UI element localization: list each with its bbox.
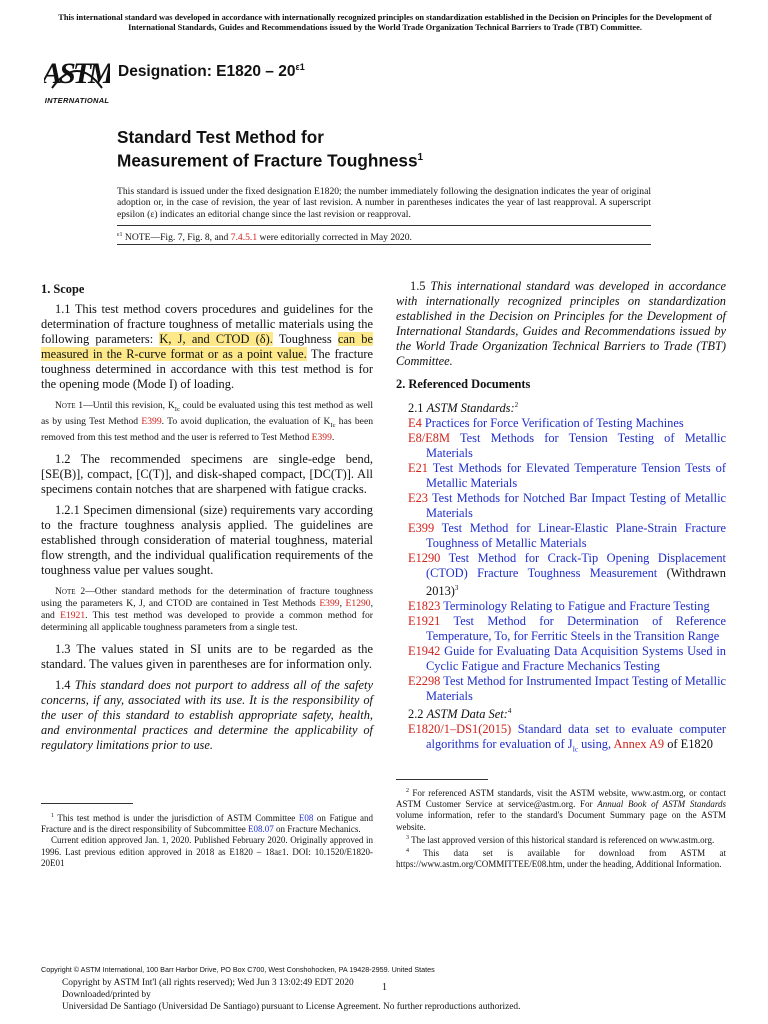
ref-link[interactable]: E1290 [345, 597, 371, 609]
ref-link[interactable]: E399 [319, 597, 340, 609]
paragraph-1-5: 1.5 This international standard was developed in accordance with internationally recognized principles on standardization established in the Decision on Principles for the Development of International Standards, Guides and Recommendations issued by the World Trade Organization Technical Barriers to Trade (TBT) Committee. [396, 279, 726, 368]
reference-item[interactable]: E23 Test Methods for Notched Bar Impact Testing of Metallic Materials [408, 491, 727, 521]
ref-link[interactable]: 7.4.5.1 [230, 232, 258, 244]
footnote-3: $^3$ The last approved version of this historical standard is referenced on www.astm.org. [406, 834, 715, 845]
dataset-item[interactable]: E1820/1–DS1(2015) Standard data set to evaluate computer algorithms for evaluation of $J_{Ic}$ using, Annex A9 of E1820 [408, 722, 726, 754]
ref-link[interactable]: E08 [298, 813, 314, 823]
reference-item[interactable]: E399 Test Method for Linear-Elastic Plane-Strain Fracture Toughness of Metallic Materials [408, 521, 726, 551]
top-notice: This international standard was developed in accordance with internationally recognized principles on standardization established in the Decision on Principles for the Development of International Standards, Guides and Recommendations issued by the World Trade Organization Technical Barriers to Trade (TBT) Committee. [58, 13, 712, 33]
license-line-3: Universidad De Santiago (Universidad De Santiago) pursuant to License Agreement. No further reproductions authorized. [62, 1002, 521, 1012]
reference-item[interactable]: E21 Test Methods for Elevated Temperature Tension Tests of Metallic Materials [408, 461, 726, 491]
footnote-rule-right [396, 779, 488, 780]
astm-dataset-label: 2.2 ASTM Data Set:$^4$ [408, 707, 512, 722]
note-2: Note 2—Other standard methods for the determination of fracture toughness using the parameters K, J, and CTOD are contained in Test Methods E399, E1290, and E1921. This test method was developed to provide a common method for determining all applicable toughness parameters from a single test. [41, 585, 374, 633]
footnotes-right [396, 786, 726, 870]
rule-top [117, 225, 651, 226]
page-number: 1 [382, 982, 387, 993]
footnote-1: $^1$ This test method is under the jurisdiction of ASTM Committee E08 on Fatigue and Fracture and is the direct responsibility of Subcommittee E08.07 on Fracture Mechanics. [41, 813, 373, 835]
ref-link[interactable]: E399 [141, 415, 162, 427]
paragraph-1-4: 1.4 This standard does not purport to address all of the safety concerns, if any, associated with its use. It is the responsibility of the user of this standard to establish appropriate safety, health, and environmental practices and determine the applicability of regulatory limitations prior to use. [41, 677, 373, 752]
license-line-2: Downloaded/printed by [62, 990, 151, 1000]
ref-link[interactable]: E08.07 [247, 824, 274, 835]
footnotes-left [41, 811, 373, 869]
footnote-4: $^4$ This data set is available for download from ASTM at https://www.astm.org/COMMITTEE/E08.htm, under the heading, Additional Information. [396, 848, 726, 870]
reference-item[interactable]: E8/E8M Test Methods for Tension Testing of Metallic Materials [408, 431, 726, 461]
copyright-line: Copyright © ASTM International, 100 Barr Harbor Drive, PO Box C700, West Conshohocken, PA 19428-2959. United States [41, 965, 435, 974]
designation: Designation: $E1820 - 20^{\varepsilon 1}$ [118, 62, 305, 81]
ref-link[interactable]: E399 [311, 431, 332, 443]
section-heading: 1. Scope [41, 282, 85, 296]
right-column [396, 279, 726, 758]
svg-text:ASTM: ASTM [44, 57, 110, 90]
reference-list [396, 416, 726, 704]
paragraph-1-1: 1.1 This test method covers procedures and guidelines for the determination of fracture toughness of metallic materials using the following parameters: K, J, and CTOD (δ). Toughness can be measured in the R-curve format or as a point value. The fracture toughness determined in accordance with this test method is for the opening mode (Mode I) of loading. [41, 302, 374, 391]
paragraph-1-2: 1.2 The recommended specimens are single-edge bend, [SE(B)], compact, [C(T)], and disk-shaped compact, [DC(T)]. All specimens contain notches that are sharpened with fatigue cracks. [41, 451, 373, 496]
note-1: Note 1—Until this revision, $K_{Ic}$ could be evaluated using this test method as well as by using Test Method E399. To avoid duplication, the evaluation of $K_{Ic}$ has been removed from this test method and the user is referred to Test Method E399. [41, 400, 374, 443]
footnote-1b: Current edition approved Jan. 1, 2020. Published February 2020. Originally approved in 1996. Last previous edition approved in 2018 as E1820 – 18aε1. DOI: 10.1520/E1820-20E01 [41, 835, 373, 868]
logo-international: INTERNATIONAL [44, 96, 110, 105]
paragraph-1-3: 1.3 The values stated in SI units are to be regarded as the standard. The values given in parentheses are for information only. [41, 641, 373, 671]
reference-item[interactable]: E1290 Test Method for Crack-Tip Opening Displacement (CTOD) Fracture Toughness Measurement (Withdrawn 2013)$^3$ [408, 551, 726, 599]
reference-item[interactable]: E1942 Guide for Evaluating Data Acquisition Systems Used in Cyclic Fatigue and Fracture Mechanics Testing [408, 644, 726, 674]
footnote-2: $^2$ For referenced ASTM standards, visit the ASTM website, www.astm.org, or contact ASTM Customer Service at service@astm.org. For Annual Book of ASTM Standards volume information, refer to the standard's Document Summary page on the ASTM website. [396, 788, 727, 832]
section-heading: 2. Referenced Documents [396, 377, 531, 391]
reference-item[interactable]: E1823 Terminology Relating to Fatigue and Fracture Testing [408, 599, 710, 614]
page-title: Standard Test Method for Measurement of Fracture Toughness$^1$ [117, 127, 424, 171]
rule-bottom [117, 244, 651, 245]
reference-item[interactable]: E2298 Test Method for Instrumented Impact Testing of Metallic Materials [408, 674, 727, 704]
left-column [41, 282, 373, 753]
astm-standards-label: 2.1 ASTM Standards:$^2$ [408, 401, 519, 416]
reference-item[interactable]: E4 Practices for Force Verification of Testing Machines [408, 416, 684, 431]
paragraph-1-2-1: 1.2.1 Specimen dimensional (size) requirements vary according to the fracture toughness analysis applied. The guidelines are established through consideration of material toughness, material flow strength, and the individual qualification requirements of the toughness value per values sought. [41, 502, 373, 577]
license-line-1: Copyright by ASTM Int'l (all rights reserved); Wed Jun 3 13:02:49 EDT 2020 [62, 978, 354, 988]
editorial-note: $^{\varepsilon 1}$ NOTE—Fig. 7, Fig. 8, and 7.4.5.1 were editorially corrected in May 2020. [117, 232, 412, 244]
reference-item[interactable]: E1921 Test Method for Determination of Reference Temperature, To, for Ferritic Steels in the Transition Range [408, 614, 727, 644]
intro-paragraph: This standard is issued under the fixed designation E1820; the number immediately following the designation indicates the year of original adoption or, in the case of revision, the year of last revision. A number in parentheses indicates the year of last reapproval. A superscript epsilon (ε) indicates an editorial change since the last revision or reapproval. [117, 186, 651, 220]
ref-link[interactable]: E1921 [60, 609, 86, 621]
footnote-rule [41, 803, 133, 804]
